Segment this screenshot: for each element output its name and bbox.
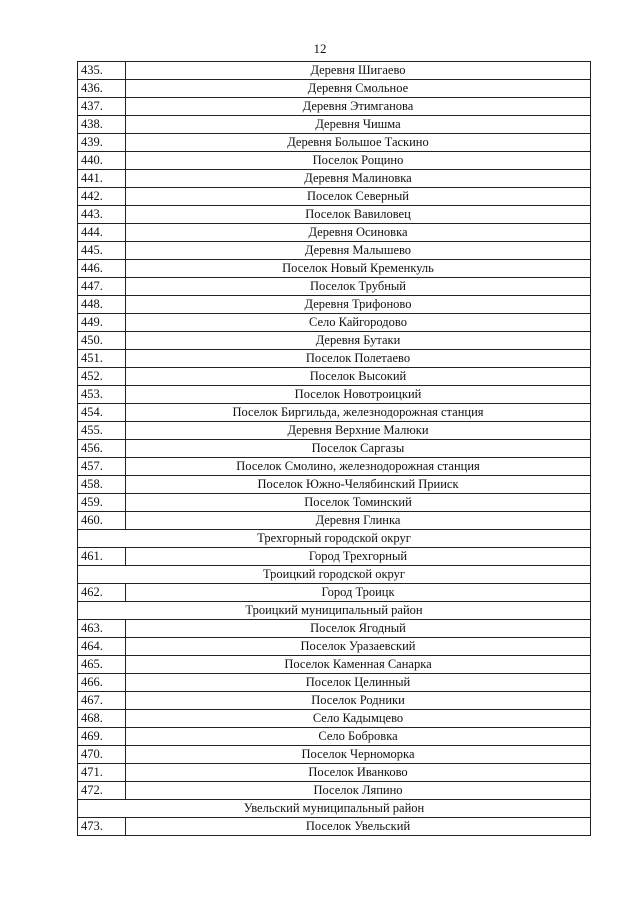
row-number: 458. <box>78 476 126 494</box>
settlement-name: Деревня Бутаки <box>126 332 591 350</box>
settlement-name: Село Кайгородово <box>126 314 591 332</box>
table-row <box>78 224 591 242</box>
row-number: 453. <box>78 386 126 404</box>
row-number: 470. <box>78 746 126 764</box>
settlement-name: Деревня Большое Таскино <box>126 134 591 152</box>
table-row <box>78 80 591 98</box>
row-number: 466. <box>78 674 126 692</box>
row-number: 444. <box>78 224 126 242</box>
table-row <box>78 494 591 512</box>
table-row <box>78 98 591 116</box>
row-number: 469. <box>78 728 126 746</box>
table-row <box>78 728 591 746</box>
row-number: 468. <box>78 710 126 728</box>
section-title: Троицкий городской округ <box>78 566 591 584</box>
table-row <box>78 188 591 206</box>
row-number: 462. <box>78 584 126 602</box>
settlement-name: Поселок Северный <box>126 188 591 206</box>
table-body <box>78 62 591 836</box>
settlement-name: Поселок Новотроицкий <box>126 386 591 404</box>
settlement-name: Деревня Малышево <box>126 242 591 260</box>
row-number: 467. <box>78 692 126 710</box>
settlement-name: Деревня Верхние Малюки <box>126 422 591 440</box>
settlement-name: Поселок Смолино, железнодорожная станция <box>126 458 591 476</box>
row-number: 460. <box>78 512 126 530</box>
table-row <box>78 818 591 836</box>
table-row <box>78 764 591 782</box>
table-row <box>78 674 591 692</box>
settlement-name: Деревня Малиновка <box>126 170 591 188</box>
table-row <box>78 332 591 350</box>
settlements-table <box>77 61 591 836</box>
settlement-name: Деревня Глинка <box>126 512 591 530</box>
row-number: 452. <box>78 368 126 386</box>
row-number: 455. <box>78 422 126 440</box>
settlement-name: Поселок Увельский <box>126 818 591 836</box>
table-row <box>78 242 591 260</box>
row-number: 456. <box>78 440 126 458</box>
settlement-name: Город Трехгорный <box>126 548 591 566</box>
table-row <box>78 278 591 296</box>
row-number: 454. <box>78 404 126 422</box>
settlement-name: Поселок Ягодный <box>126 620 591 638</box>
settlement-name: Поселок Иванково <box>126 764 591 782</box>
settlement-name: Деревня Смольное <box>126 80 591 98</box>
settlement-name: Поселок Томинский <box>126 494 591 512</box>
row-number: 439. <box>78 134 126 152</box>
settlement-name: Деревня Этимганова <box>126 98 591 116</box>
settlement-name: Поселок Новый Кременкуль <box>126 260 591 278</box>
settlement-name: Поселок Вавиловец <box>126 206 591 224</box>
table-row <box>78 134 591 152</box>
table-row <box>78 458 591 476</box>
settlement-name: Поселок Ляпино <box>126 782 591 800</box>
settlement-name: Село Бобровка <box>126 728 591 746</box>
settlement-name: Деревня Шигаево <box>126 62 591 80</box>
table-row <box>78 350 591 368</box>
table-row <box>78 638 591 656</box>
row-number: 472. <box>78 782 126 800</box>
table-row <box>78 116 591 134</box>
settlement-name: Деревня Чишма <box>126 116 591 134</box>
table-row <box>78 584 591 602</box>
row-number: 463. <box>78 620 126 638</box>
row-number: 436. <box>78 80 126 98</box>
settlement-name: Поселок Уразаевский <box>126 638 591 656</box>
table-row <box>78 152 591 170</box>
table-row <box>78 512 591 530</box>
row-number: 449. <box>78 314 126 332</box>
settlement-name: Поселок Высокий <box>126 368 591 386</box>
settlement-name: Деревня Осиновка <box>126 224 591 242</box>
row-number: 447. <box>78 278 126 296</box>
settlement-name: Поселок Саргазы <box>126 440 591 458</box>
table-row <box>78 440 591 458</box>
table-row <box>78 296 591 314</box>
table-row <box>78 260 591 278</box>
page-number: 12 <box>313 41 327 56</box>
table-row <box>78 746 591 764</box>
row-number: 445. <box>78 242 126 260</box>
row-number: 440. <box>78 152 126 170</box>
row-number: 446. <box>78 260 126 278</box>
table-row <box>78 476 591 494</box>
section-header-row <box>78 530 591 548</box>
table-row <box>78 692 591 710</box>
table-row <box>78 386 591 404</box>
table-row <box>78 710 591 728</box>
settlement-name: Поселок Трубный <box>126 278 591 296</box>
row-number: 438. <box>78 116 126 134</box>
row-number: 443. <box>78 206 126 224</box>
table-row <box>78 368 591 386</box>
section-title: Троицкий муниципальный район <box>78 602 591 620</box>
table-row <box>78 170 591 188</box>
row-number: 471. <box>78 764 126 782</box>
section-title: Трехгорный городской округ <box>78 530 591 548</box>
row-number: 464. <box>78 638 126 656</box>
table-row <box>78 782 591 800</box>
row-number: 459. <box>78 494 126 512</box>
settlement-name: Поселок Южно-Челябинский Прииск <box>126 476 591 494</box>
settlement-name: Город Троицк <box>126 584 591 602</box>
table-row <box>78 62 591 80</box>
settlement-name: Село Кадымцево <box>126 710 591 728</box>
settlement-name: Поселок Рощино <box>126 152 591 170</box>
table-row <box>78 404 591 422</box>
table-row <box>78 422 591 440</box>
table-row <box>78 314 591 332</box>
settlement-name: Поселок Каменная Санарка <box>126 656 591 674</box>
settlement-name: Поселок Родники <box>126 692 591 710</box>
settlement-name: Поселок Целинный <box>126 674 591 692</box>
row-number: 450. <box>78 332 126 350</box>
row-number: 435. <box>78 62 126 80</box>
row-number: 465. <box>78 656 126 674</box>
section-header-row <box>78 566 591 584</box>
row-number: 451. <box>78 350 126 368</box>
table-row <box>78 548 591 566</box>
row-number: 442. <box>78 188 126 206</box>
settlement-name: Поселок Биргильда, железнодорожная станция <box>126 404 591 422</box>
section-title: Увельский муниципальный район <box>78 800 591 818</box>
table-row <box>78 206 591 224</box>
section-header-row <box>78 602 591 620</box>
row-number: 473. <box>78 818 126 836</box>
row-number: 441. <box>78 170 126 188</box>
table-row <box>78 620 591 638</box>
row-number: 448. <box>78 296 126 314</box>
section-header-row <box>78 800 591 818</box>
row-number: 437. <box>78 98 126 116</box>
settlement-name: Поселок Черноморка <box>126 746 591 764</box>
row-number: 461. <box>78 548 126 566</box>
table-row <box>78 656 591 674</box>
row-number: 457. <box>78 458 126 476</box>
settlement-name: Деревня Трифоново <box>126 296 591 314</box>
settlement-name: Поселок Полетаево <box>126 350 591 368</box>
